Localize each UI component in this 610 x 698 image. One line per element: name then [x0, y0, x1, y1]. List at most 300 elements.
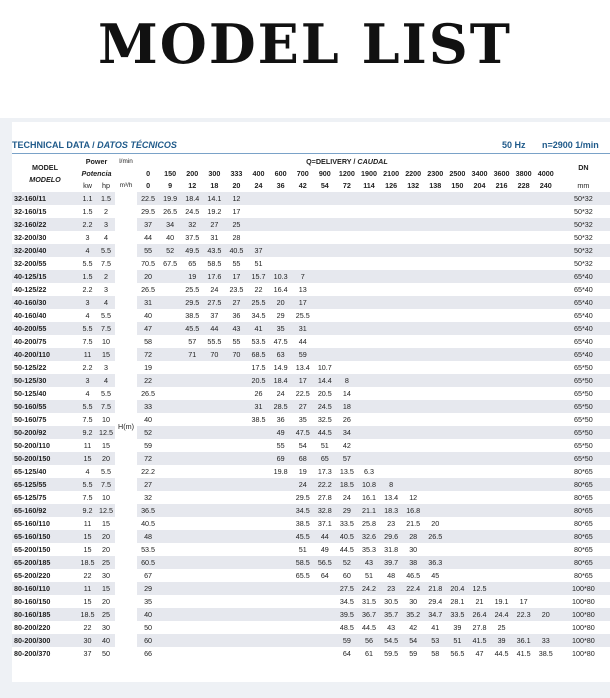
head-value-cell	[314, 348, 336, 361]
lmin-header-cell: 600	[274, 169, 287, 178]
head-value-cell: 32.6	[358, 530, 380, 543]
head-value-cell	[380, 231, 402, 244]
model-cell: 50-125/30	[12, 374, 78, 387]
head-value-cell	[380, 400, 402, 413]
kw-cell: 1.1	[78, 192, 97, 205]
head-value-cell: 18.3	[380, 504, 402, 517]
model-cell: 32-200/30	[14, 233, 47, 242]
head-value-cell: 59.5	[384, 649, 399, 658]
head-value-cell: 17	[225, 270, 247, 283]
head-value-cell	[181, 413, 203, 426]
head-value-cell: 12	[409, 493, 418, 502]
head-value-cell	[402, 439, 424, 452]
model-cell: 65-160/92	[12, 504, 78, 517]
table-row	[12, 296, 610, 309]
head-value-cell	[535, 192, 557, 205]
head-value-cell: 29	[137, 582, 159, 595]
head-value-cell	[380, 192, 402, 205]
hp-cell: 25	[97, 556, 115, 569]
head-value-cell	[402, 361, 424, 374]
model-cell: 50-200/92	[12, 426, 78, 439]
head-value-cell	[424, 348, 446, 361]
head-value-cell	[181, 400, 203, 413]
head-value-cell: 18.5	[336, 478, 358, 491]
m3h-header-cell: 132	[407, 181, 420, 190]
head-value-cell: 31	[247, 400, 269, 413]
model-header	[12, 156, 78, 192]
table-row	[12, 413, 610, 426]
model-cell: 80-200/300	[12, 634, 78, 647]
model-cell: 32-160/11	[12, 192, 78, 205]
kw-cell: 5.5	[78, 322, 97, 335]
head-value-cell	[446, 231, 468, 244]
head-value-cell	[468, 517, 490, 530]
head-value-cell	[468, 387, 490, 400]
m3h-header-cell: 18	[210, 181, 219, 190]
head-value-cell	[424, 231, 446, 244]
head-value-cell	[513, 556, 535, 569]
head-value-cell	[513, 439, 535, 452]
hp-cell: 25	[97, 608, 115, 621]
head-value-cell	[159, 413, 181, 426]
dn-cell: 65*50	[574, 441, 593, 450]
table-row	[12, 270, 610, 283]
head-value-cell: 53.5	[251, 337, 266, 346]
dn-cell: 50*32	[557, 218, 610, 231]
head-value-cell: 27.5	[203, 296, 225, 309]
head-value-cell: 24	[210, 285, 219, 294]
head-value-cell	[225, 530, 247, 543]
lmin-header-cell: 3600	[493, 169, 510, 178]
head-value-cell	[513, 231, 535, 244]
dn-cell: 50*32	[574, 207, 593, 216]
head-value-cell	[336, 205, 358, 218]
head-value-cell: 33	[137, 400, 159, 413]
head-value-cell	[491, 491, 513, 504]
head-value-cell	[535, 283, 557, 296]
head-value-cell: 47	[137, 322, 159, 335]
head-value-cell: 56.5	[450, 649, 465, 658]
hp-cell: 3	[97, 218, 115, 231]
head-value-cell	[446, 335, 468, 348]
head-value-cell	[468, 413, 490, 426]
head-value-cell	[424, 478, 446, 491]
kw-cell: 3	[78, 374, 97, 387]
head-value-cell	[446, 452, 468, 465]
dn-cell: 65*40	[557, 296, 610, 309]
head-value-cell	[247, 491, 269, 504]
m3h-header-cell: 114	[363, 181, 375, 190]
kw-cell: 11	[78, 582, 97, 595]
head-value-cell: 58.5	[292, 556, 314, 569]
dn-cell: 80*65	[557, 556, 610, 569]
head-value-cell	[358, 452, 380, 465]
head-value-cell	[314, 270, 336, 283]
head-value-cell: 54	[298, 441, 307, 450]
head-value-cell: 28.1	[450, 597, 465, 606]
head-value-cell: 19.1	[494, 597, 509, 606]
head-value-cell	[513, 400, 535, 413]
page-title: MODEL LIST	[98, 12, 512, 76]
technical-sheet	[12, 122, 610, 682]
head-value-cell: 25	[225, 218, 247, 231]
head-value-cell: 36.3	[424, 556, 446, 569]
head-value-cell: 58	[144, 337, 153, 346]
model-cell: 65-125/75	[14, 493, 47, 502]
head-value-cell: 29.5	[181, 296, 203, 309]
head-value-cell: 26.5	[163, 207, 178, 216]
head-value-cell: 38.5	[538, 649, 553, 658]
head-value-cell: 38.5	[251, 415, 266, 424]
head-value-cell	[491, 530, 513, 543]
head-value-cell	[159, 465, 181, 478]
hp-cell: 3	[104, 363, 109, 372]
head-value-cell	[513, 582, 535, 595]
head-value-cell: 29.5	[141, 207, 156, 216]
head-value-cell: 13.4	[384, 493, 399, 502]
lmin-header-cell: 150	[164, 169, 177, 178]
head-value-cell	[314, 309, 336, 322]
head-value-cell	[380, 283, 402, 296]
table-row	[12, 634, 610, 647]
table-row	[12, 218, 610, 231]
head-value-cell: 28	[232, 233, 241, 242]
head-value-cell: 22.5	[137, 192, 159, 205]
head-value-cell	[159, 296, 181, 309]
head-value-cell	[336, 244, 358, 257]
head-value-cell	[358, 244, 380, 257]
head-value-cell	[446, 569, 468, 582]
header-row-m3h	[12, 180, 610, 192]
head-value-cell	[491, 478, 513, 491]
kw-cell: 30	[78, 634, 97, 647]
dn-cell: 80*65	[574, 571, 593, 580]
head-value-cell: 29	[276, 311, 285, 320]
hp-cell: 40	[97, 634, 115, 647]
table-row	[12, 257, 610, 270]
head-value-cell	[292, 608, 314, 621]
hp-cell: 2	[97, 270, 115, 283]
head-value-cell	[159, 634, 181, 647]
head-value-cell: 37.5	[185, 233, 200, 242]
head-value-cell	[380, 439, 402, 452]
head-value-cell: 18.4	[181, 192, 203, 205]
head-value-cell	[247, 530, 269, 543]
head-value-cell: 19	[144, 363, 153, 372]
head-value-cell	[424, 465, 446, 478]
head-value-cell: 52	[137, 426, 159, 439]
head-value-cell	[424, 491, 446, 504]
kw-cell: 9.2	[78, 504, 97, 517]
head-value-cell	[446, 478, 468, 491]
head-value-cell	[446, 543, 468, 556]
kw-cell: 15	[78, 530, 97, 543]
head-value-cell	[225, 517, 247, 530]
hp-cell: 20	[102, 597, 111, 606]
head-value-cell: 40.5	[225, 244, 247, 257]
head-value-cell	[402, 426, 424, 439]
head-value-cell	[424, 543, 446, 556]
head-value-cell	[181, 530, 203, 543]
dn-cell: 65*40	[557, 270, 610, 283]
head-value-cell: 21	[475, 597, 484, 606]
head-value-cell	[491, 517, 513, 530]
head-value-cell	[468, 530, 490, 543]
head-value-cell: 56	[358, 634, 380, 647]
head-value-cell	[247, 426, 269, 439]
head-value-cell	[424, 335, 446, 348]
head-value-cell	[380, 426, 402, 439]
head-value-cell	[535, 478, 557, 491]
head-value-cell	[424, 257, 446, 270]
head-value-cell: 23	[380, 582, 402, 595]
head-value-cell: 25.5	[185, 285, 200, 294]
head-value-cell: 44	[203, 322, 225, 335]
head-value-cell	[468, 205, 490, 218]
head-value-cell: 57	[188, 337, 197, 346]
hp-cell: 5.5	[101, 467, 112, 476]
head-value-cell	[292, 621, 314, 634]
head-value-cell	[513, 426, 535, 439]
m3h-header-cell: 216	[495, 181, 508, 190]
head-value-cell	[181, 465, 203, 478]
head-value-cell	[535, 439, 557, 452]
head-value-cell	[424, 361, 446, 374]
head-value-cell: 70	[225, 348, 247, 361]
head-value-cell	[491, 439, 513, 452]
head-value-cell: 51	[254, 259, 263, 268]
head-value-cell	[446, 400, 468, 413]
m3h-header-cell: 54	[320, 181, 329, 190]
head-value-cell	[159, 322, 181, 335]
head-value-cell	[424, 205, 446, 218]
model-cell: 65-200/220	[14, 571, 51, 580]
head-value-cell	[314, 322, 336, 335]
kw-cell: 4	[85, 467, 90, 476]
head-value-cell: 20	[137, 270, 159, 283]
head-value-cell: 29.6	[380, 530, 402, 543]
head-value-cell	[468, 439, 490, 452]
head-value-cell: 13.4	[295, 363, 310, 372]
head-value-cell	[491, 348, 513, 361]
head-value-cell: 41.5	[468, 634, 490, 647]
head-value-cell	[468, 491, 490, 504]
head-value-cell	[491, 504, 513, 517]
model-cell: 65-200/150	[14, 545, 51, 554]
head-value-cell: 12.5	[468, 582, 490, 595]
head-value-cell	[513, 270, 535, 283]
head-value-cell	[203, 413, 225, 426]
table-row	[12, 439, 610, 452]
head-value-cell	[446, 283, 468, 296]
m3h-header-cell: 20	[232, 181, 241, 190]
head-value-cell	[203, 530, 225, 543]
head-value-cell	[380, 452, 402, 465]
head-value-cell	[468, 335, 490, 348]
lmin-header-cell: 2100	[383, 169, 400, 178]
model-cell: 65-125/55	[12, 478, 78, 491]
head-value-cell: 17	[232, 207, 241, 216]
head-value-cell: 25	[497, 623, 506, 632]
head-value-cell	[181, 491, 203, 504]
head-value-cell: 37.1	[317, 519, 332, 528]
model-cell: 32-160/22	[12, 218, 78, 231]
head-value-cell: 39	[453, 623, 462, 632]
hp-cell: 15	[102, 519, 111, 528]
head-value-cell	[159, 426, 181, 439]
head-value-cell: 30	[409, 545, 418, 554]
head-value-cell	[247, 192, 269, 205]
head-value-cell: 49	[270, 426, 292, 439]
head-value-cell	[203, 374, 225, 387]
head-value-cell	[424, 439, 446, 452]
head-value-cell	[513, 413, 535, 426]
head-value-cell	[491, 309, 513, 322]
model-cell: 50-200/110	[14, 441, 50, 450]
head-value-cell	[402, 218, 424, 231]
dn-cell: 100*80	[557, 634, 610, 647]
head-value-cell: 24.5	[185, 207, 200, 216]
dn-cell: 80*65	[574, 519, 593, 528]
head-value-cell	[491, 452, 513, 465]
hp-cell: 30	[102, 623, 111, 632]
head-value-cell	[535, 348, 557, 361]
head-value-cell	[247, 218, 269, 231]
head-value-cell	[380, 348, 402, 361]
head-value-cell	[446, 322, 468, 335]
hp-cell: 20	[97, 530, 115, 543]
q-delivery-label: Q=DELIVERY /	[306, 157, 358, 166]
head-value-cell: 33.5	[339, 519, 354, 528]
head-value-cell	[468, 244, 490, 257]
head-value-cell	[270, 634, 292, 647]
head-value-cell	[468, 231, 490, 244]
head-value-cell: 61	[365, 649, 373, 658]
head-value-cell: 52	[336, 556, 358, 569]
head-value-cell: 20	[270, 296, 292, 309]
head-value-cell	[468, 400, 490, 413]
head-value-cell: 14.4	[314, 374, 336, 387]
kw-cell: 4	[85, 311, 90, 320]
model-cell: 40-125/22	[14, 285, 47, 294]
lmin-header-cell: 0	[146, 169, 151, 178]
power-header	[78, 156, 115, 180]
head-value-cell: 24.5	[314, 400, 336, 413]
head-value-cell: 30.5	[384, 597, 399, 606]
head-value-cell: 13.5	[339, 467, 354, 476]
head-value-cell	[358, 283, 380, 296]
head-value-cell	[225, 452, 247, 465]
head-value-cell: 27	[225, 296, 247, 309]
head-value-cell	[446, 387, 468, 400]
kw-cell: 9.2	[78, 426, 97, 439]
head-value-cell	[513, 465, 535, 478]
m3h-header-cell: 204	[473, 181, 486, 190]
head-value-cell: 44.5	[314, 426, 336, 439]
head-value-cell	[491, 218, 513, 231]
head-value-cell	[446, 205, 468, 218]
head-value-cell	[446, 361, 468, 374]
head-value-cell	[535, 374, 557, 387]
head-value-cell	[446, 296, 468, 309]
head-value-cell	[270, 231, 292, 244]
head-value-cell	[181, 543, 203, 556]
head-value-cell	[424, 387, 446, 400]
head-value-cell	[247, 543, 269, 556]
head-value-cell: 48.5	[339, 623, 354, 632]
head-value-cell: 52	[159, 244, 181, 257]
head-value-cell: 34	[159, 218, 181, 231]
head-value-cell	[513, 504, 535, 517]
table-row	[12, 361, 610, 374]
head-value-cell	[468, 478, 490, 491]
head-value-cell: 70	[203, 348, 225, 361]
hp-cell: 1.5	[97, 192, 115, 205]
head-value-cell	[513, 348, 535, 361]
kw-cell: 2.2	[78, 218, 97, 231]
head-value-cell	[513, 244, 535, 257]
head-value-cell: 28.5	[270, 400, 292, 413]
hp-cell: 5.5	[97, 244, 115, 257]
m3h-header-cell: 150	[451, 181, 464, 190]
head-value-cell	[181, 452, 203, 465]
hp-label: hp	[102, 181, 111, 190]
lmin-header-cell: 900	[318, 169, 331, 178]
kw-label: kw	[83, 181, 92, 190]
head-value-cell	[535, 387, 557, 400]
head-value-cell	[225, 413, 247, 426]
model-cell: 65-200/185	[12, 556, 78, 569]
model-cell: 50-160/55	[12, 400, 78, 413]
head-value-cell: 51	[298, 545, 307, 554]
head-value-cell	[203, 608, 225, 621]
head-value-cell	[446, 413, 468, 426]
head-value-cell	[446, 270, 468, 283]
head-value-cell	[513, 309, 535, 322]
head-value-cell: 72	[137, 348, 159, 361]
head-value-cell	[225, 556, 247, 569]
head-value-cell: 14.1	[203, 192, 225, 205]
head-value-cell	[535, 543, 557, 556]
kw-cell: 4	[85, 389, 90, 398]
head-value-cell: 55	[137, 244, 159, 257]
dn-cell: 65*50	[557, 426, 610, 439]
head-value-cell	[535, 465, 557, 478]
head-value-cell	[292, 257, 314, 270]
kw-cell: 11	[78, 348, 97, 361]
kw-cell: 5.5	[78, 400, 97, 413]
head-value-cell	[270, 491, 292, 504]
head-value-cell	[535, 322, 557, 335]
head-value-cell	[314, 205, 336, 218]
dn-cell: 100*80	[557, 608, 610, 621]
kw-cell: 15	[83, 545, 92, 554]
hp-cell: 15	[102, 441, 111, 450]
head-value-cell: 24	[292, 478, 314, 491]
head-value-cell: 17	[519, 597, 528, 606]
head-value-cell	[402, 452, 424, 465]
head-value-cell: 16.4	[273, 285, 288, 294]
head-value-cell	[358, 439, 380, 452]
head-value-cell	[225, 400, 247, 413]
head-value-cell	[225, 608, 247, 621]
head-value-cell	[203, 387, 225, 400]
model-cell: 65-160/110	[14, 519, 50, 528]
head-value-cell	[159, 270, 181, 283]
dn-cell: 65*50	[557, 374, 610, 387]
head-value-cell	[292, 634, 314, 647]
head-value-cell	[402, 244, 424, 257]
